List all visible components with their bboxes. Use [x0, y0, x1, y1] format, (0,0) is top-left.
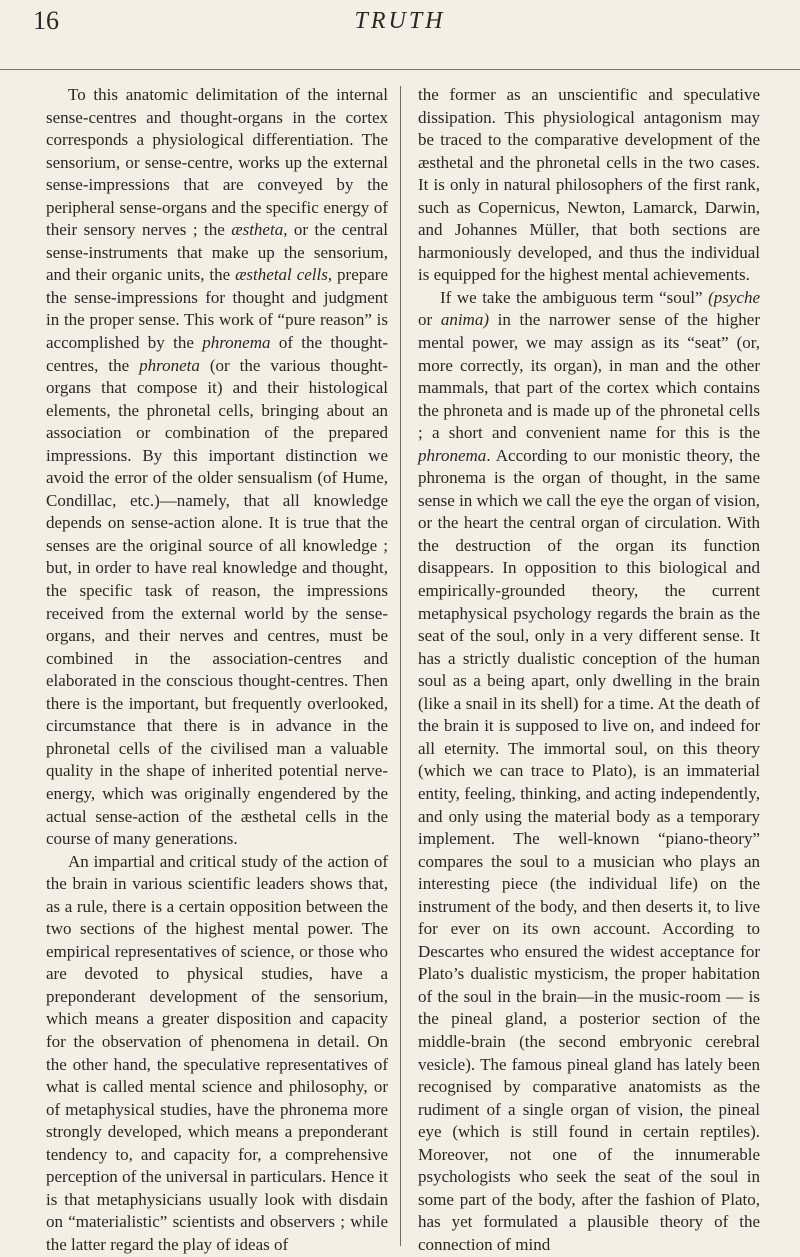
column-divider [400, 86, 401, 1246]
paragraph: To this anatomic delimitation of the internal sense-centres and thought-organs in the cortex corresponds a physiological differentiation. The sensorium, or sense-centre, works up the external sense-impressions that are conveyed by the peripheral sense-organs and the specific energy of their sensory nerves ; the æstheta, or the central sense-instruments that make up the sensorium, and their organic units, the æsthetal cells, prepare the sense-impressions for thought and judgment in the proper sense. This work of “pure reason” is accomplished by the phronema of the thought-centres, the phroneta (or the various thought-organs that compose it) and their histological elements, the phronetal cells, bringing about an association or combination of the prepared impressions. By this important distinction we avoid the error of the older sensualism (of Hume, Condillac, etc.)—namely, that all knowledge depends on sense-action alone. It is true that the senses are the original source of all knowledge ; but, in order to have real knowledge and thought, the specific task of reason, the impressions received from the external world by the sense-organs, and their nerves and centres, must be combined in the association-centres and elaborated in the conscious thought-centres. Then there is the important, but frequently overlooked, circumstance that there is in advance in the phronetal cells of the civilised man a valuable quality in the shape of inherited potential nerve-energy, which was originally engendered by the actual sense-action of the æsthetal cells in the course of many generations. [46, 85, 389, 849]
paragraph: If we take the ambiguous term “soul” (psyche or anima) in the narrower sense of the higher mental power, we may assign as its “seat” (or, more correctly, its organ), in man and the other mammals, that part of the cortex which contains the phroneta and is made up of the phronetal cells ; a short and convenient name for this is the phronema. According to our monistic theory, the phronema is the organ of thought, in the same sense in which we call the eye the organ of vision, or the heart the central organ of circulation. With the destruction of the organ its function disappears. In opposition to this biological and empirically-grounded theory, the current metaphysical psychology regards the brain as the seat of the soul, only in a very different sense. It has a strictly dualistic conception of the human soul as a being apart, only dwelling in the brain (like a snail in its shell) for a time. At the death of the brain it is supposed to live on, and indeed for all eternity. The immortal soul, on this theory (which we can trace to Plato), is an immaterial entity, feeling, thinking, and acting independently, and only using the material body as a temporary implement. The well-known “piano-theory” compares the soul to a musician who plays an interesting piece (the individual life) on the instrument of the body, and then deserts it, to live for ever on its own account. According to Descartes who ensured the widest acceptance for Plato’s dualistic mysticism, the proper habitation of the soul in the brain—in the music-room — is the pineal gland, a posterior section of the middle-brain (the second embryonic cerebral vesicle). The famous pineal gland has lately been recognised by comparative anatomists as the rudiment of a single organ of vision, the pineal eye (which is still found in certain reptiles). Moreover, not one of the innumerable psychologists who seek the seat of the soul in some part of the body, after the fashion of Plato, has yet formulated a plausible theory of the connection of mind [418, 287, 760, 1254]
header-rule [0, 69, 800, 70]
page-number: 16 [33, 6, 59, 35]
page-header [0, 0, 800, 70]
running-title: TRUTH [354, 8, 446, 34]
paragraph-continued: the former as an unscientific and speculative dissipation. This physiological antagonism may be traced to the comparative development of the æsthetal and the phronetal cells in the two cases. It is only in natural philosophers of the first rank, such as Copernicus, Newton, Lamarck, Darwin, and Johannes Müller, that both sections are harmoniously developed, and thus the individual is equipped for the highest mental achievements. [418, 85, 760, 285]
paragraph: An impartial and critical study of the action of the brain in various scientific leaders shows that, as a rule, there is a certain opposition between the two sections of the highest mental power. The empirical representatives of science, or those who are devoted to physical studies, have a preponderant development of the sensorium, which means a greater disposition and capacity for the observation of phenomena in detail. On the other hand, the speculative representatives of what is called mental science and philosophy, or of metaphysical studies, have the phronema more strongly developed, which means a preponderant tendency to, and capacity for, a comprehensive perception of the universal in particulars. Hence it is that metaphysicians usually look with disdain on “materialistic” scientists and observers ; while the latter regard the play of ideas of [46, 851, 388, 1254]
left-column [46, 84, 388, 1256]
right-column [418, 84, 760, 1256]
